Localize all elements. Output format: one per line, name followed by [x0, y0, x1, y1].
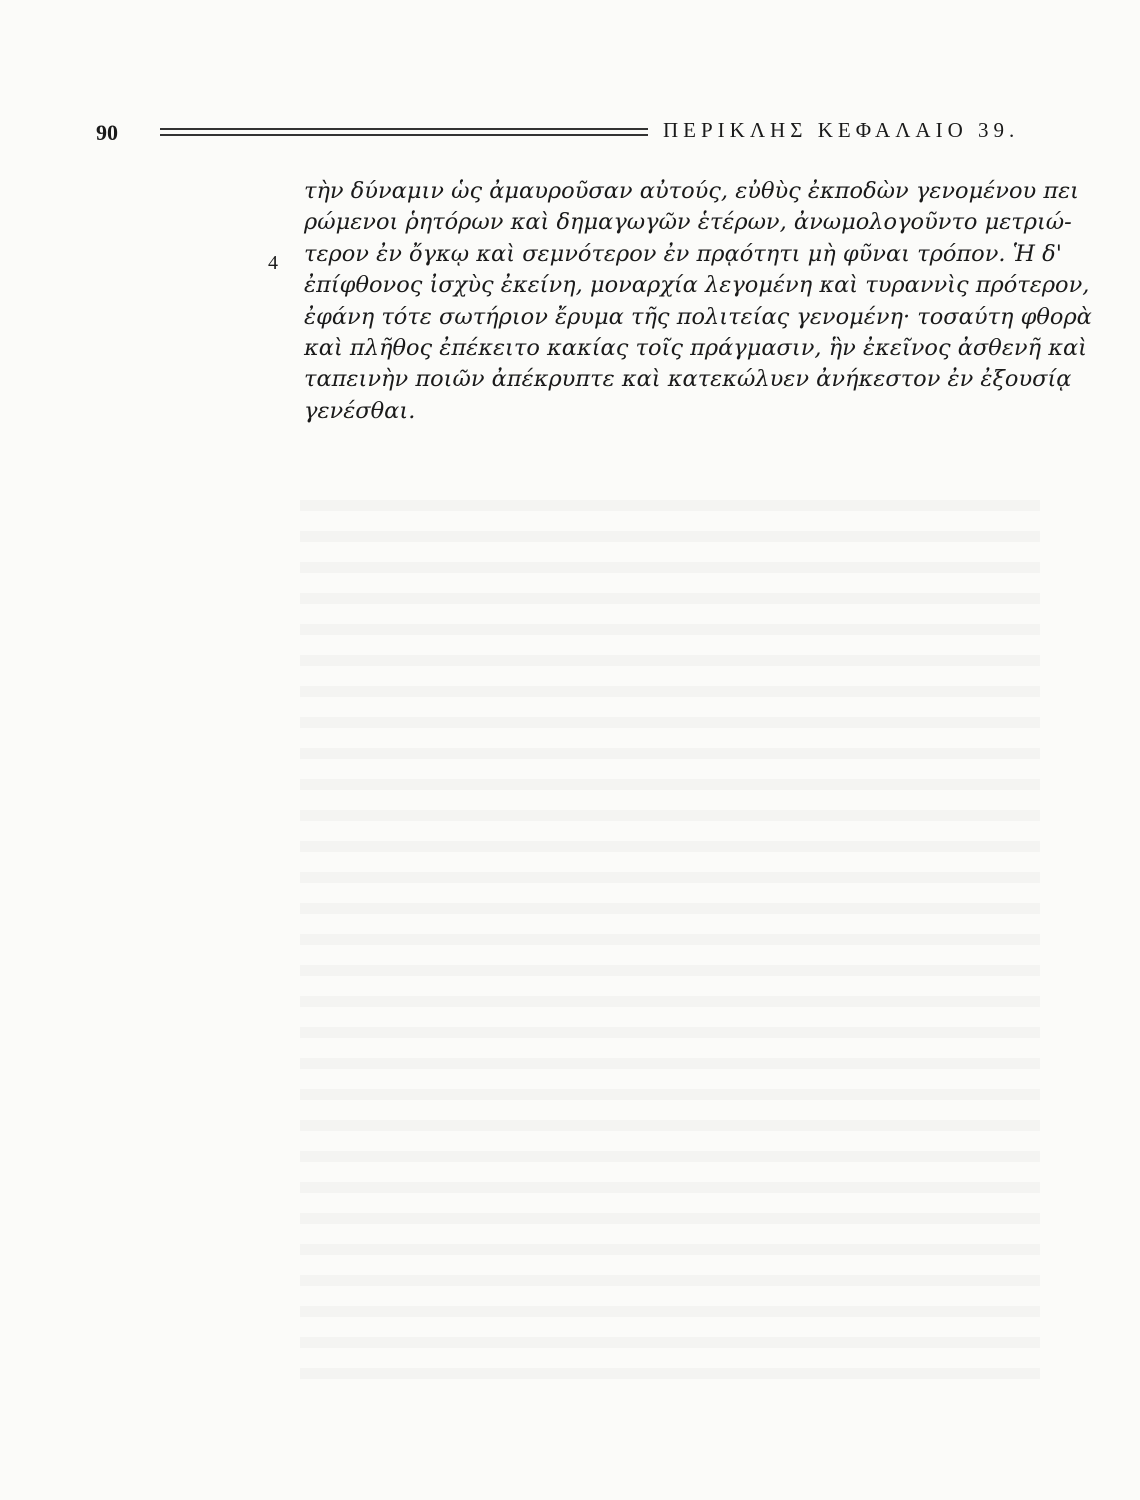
- text-line: ἐπίφθονος ἰσχὺς ἐκείνη, μοναρχία λεγομένη καὶ τυραννὶς πρότερον,: [304, 272, 1090, 299]
- margin-line-number: 4: [268, 252, 278, 274]
- text-line: τερον ἐν ὄγκῳ καὶ σεμνότερον ἐν πρᾳότητι μὴ φῦναι τρόπον. Ἡ δ': [304, 240, 1062, 267]
- text-line: καὶ πλῆθος ἐπέκειτο κακίας τοῖς πράγμασιν, ἣν ἐκεῖνος ἀσθενῆ καὶ: [304, 335, 1087, 362]
- text-line: ἐφάνη τότε σωτήριον ἔρυμα τῆς πολιτείας γενομένη· τοσαύτη φθορὰ: [304, 303, 1092, 330]
- header-rule-top: [160, 128, 648, 130]
- page-number: 90: [96, 120, 118, 145]
- text-line: γενέσθαι.: [304, 397, 416, 424]
- greek-text-block: [304, 176, 1092, 427]
- text-line: ρώμενοι ῥητόρων καὶ δημαγωγῶν ἑτέρων, ἀνωμολογοῦντο μετριώ-: [304, 209, 1072, 236]
- text-line: ταπεινὴν ποιῶν ἀπέκρυπτε καὶ κατεκώλυεν ἀνήκεστον ἐν ἐξουσίᾳ: [304, 366, 1072, 393]
- text-line: τὴν δύναμιν ὡς ἀμαυροῦσαν αὐτούς, εὐθὺς ἐκποδὼν γενομένου πει: [304, 178, 1079, 204]
- running-head: ΠΕΡΙΚΛΗΣ ΚΕΦΑΛΑΙΟ 39.: [663, 118, 1020, 142]
- bleed-through-texture: [300, 480, 1040, 1380]
- header-rule-bottom: [160, 134, 648, 136]
